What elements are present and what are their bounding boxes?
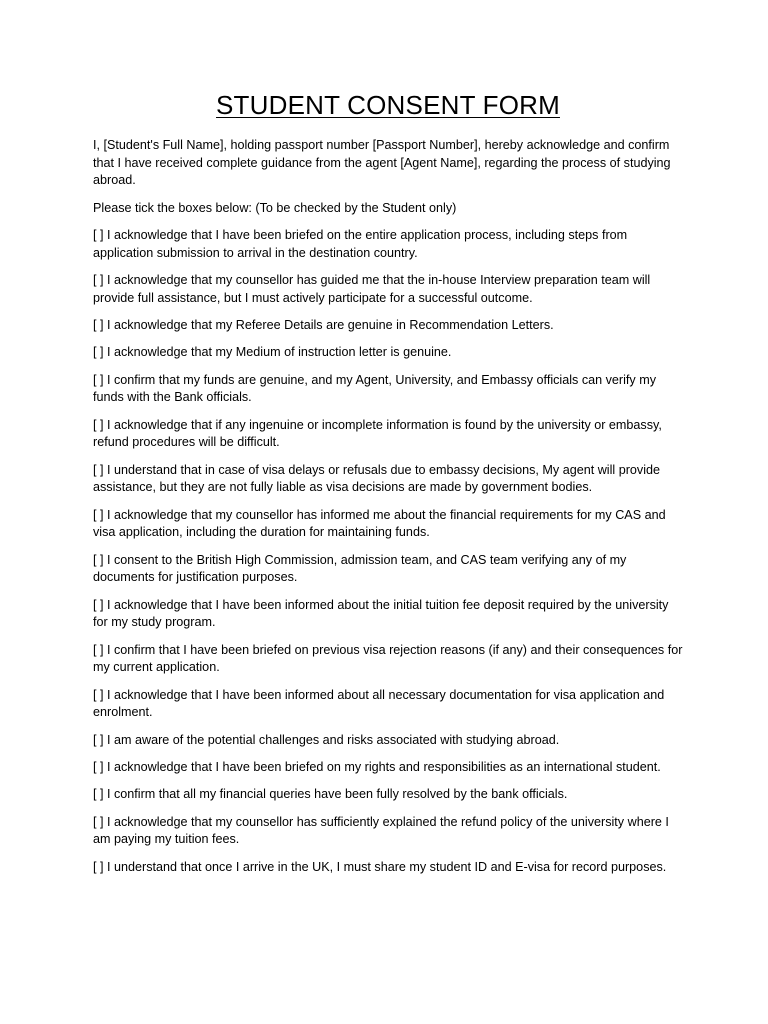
consent-item: [ ] I acknowledge that my counsellor has sufficiently explained the refund policy of the university where I am paying my tuition fees.	[93, 814, 669, 847]
consent-item: [ ] I acknowledge that my Medium of instruction letter is genuine.	[93, 345, 452, 360]
consent-item: [ ] I acknowledge that my counsellor has informed me about the financial requirements for my CAS and visa application, including the duration for maintaining funds.	[93, 507, 666, 540]
consent-item: [ ] I acknowledge that I have been informed about the initial tuition fee deposit required by the university for my study program.	[93, 597, 669, 630]
consent-item: [ ] I understand that in case of visa delays or refusals due to embassy decisions, My agent will provide assistance, but they are not fully liable as visa decisions are made by government bodies.	[93, 462, 661, 495]
page-title: STUDENT CONSENT FORM	[216, 90, 560, 120]
instruction-text: Please tick the boxes below: (To be checked by the Student only)	[93, 200, 457, 215]
intro-paragraph: I, [Student's Full Name], holding passport number [Passport Number], hereby acknowledge and confirm that I have received complete guidance from the agent [Agent Name], regarding the process of studying abroad.	[93, 138, 671, 188]
consent-item: [ ] I acknowledge that I have been briefed on the entire application process, including steps from application submission to arrival in the destination country.	[93, 227, 628, 260]
consent-item: [ ] I confirm that all my financial queries have been fully resolved by the bank officials.	[93, 787, 568, 802]
consent-item: [ ] I acknowledge that if any ingenuine or incomplete information is found by the university or embassy, refund procedures will be difficult.	[93, 417, 662, 450]
consent-item: [ ] I acknowledge that I have been briefed on my rights and responsibilities as an international student.	[93, 759, 661, 774]
document-page	[93, 88, 683, 886]
consent-item: [ ] I confirm that my funds are genuine, and my Agent, University, and Embassy officials can verify my funds with the Bank officials.	[93, 372, 656, 405]
consent-item: [ ] I am aware of the potential challenges and risks associated with studying abroad.	[93, 732, 560, 747]
consent-item: [ ] I acknowledge that my Referee Details are genuine in Recommendation Letters.	[93, 317, 554, 332]
consent-item: [ ] I acknowledge that I have been informed about all necessary documentation for visa application and enrolment.	[93, 687, 665, 720]
consent-checklist	[93, 227, 683, 876]
consent-item: [ ] I understand that once I arrive in the UK, I must share my student ID and E-visa for record purposes.	[93, 859, 667, 874]
consent-item: [ ] I consent to the British High Commission, admission team, and CAS team verifying any of my documents for justification purposes.	[93, 552, 627, 585]
consent-item: [ ] I acknowledge that my counsellor has guided me that the in-house Interview preparation team will provide full assistance, but I must actively participate for a successful outcome.	[93, 272, 651, 305]
consent-item: [ ] I confirm that I have been briefed on previous visa rejection reasons (if any) and their consequences for my current application.	[93, 642, 683, 675]
